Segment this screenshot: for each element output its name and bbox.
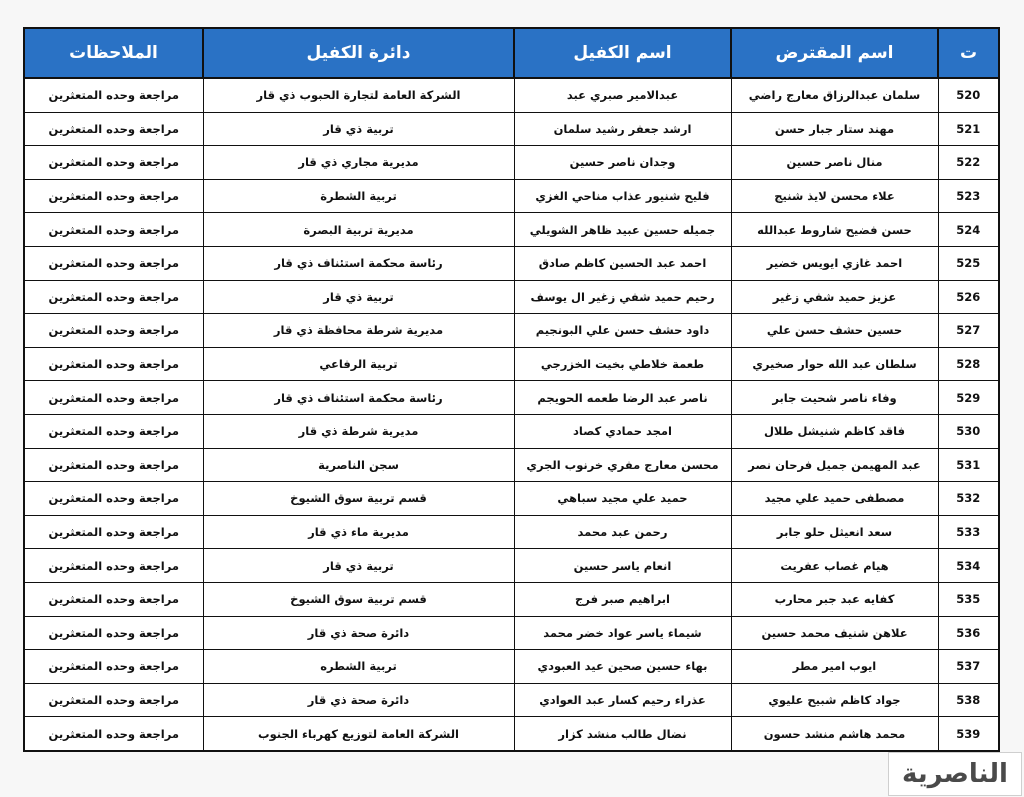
cell-borrower: حسين حشف حسن علي xyxy=(731,314,938,348)
table-row xyxy=(24,683,999,717)
cell-dept: تربية الرفاعي xyxy=(203,347,514,381)
table-row xyxy=(24,78,999,112)
cell-guarantor: نضال طالب منشد كزار xyxy=(514,717,731,751)
cell-num: 531 xyxy=(938,448,999,482)
cell-dept: قسم تربية سوق الشيوخ xyxy=(203,582,514,616)
cell-borrower: عزيز حميد شفي زغير xyxy=(731,280,938,314)
table-row xyxy=(24,414,999,448)
cell-notes: مراجعة وحده المتعثرين xyxy=(24,582,203,616)
cell-dept: تربية ذي قار xyxy=(203,280,514,314)
table-row xyxy=(24,482,999,516)
cell-borrower: سعد انعيثل حلو جابر xyxy=(731,515,938,549)
cell-num: 522 xyxy=(938,146,999,180)
cell-dept: مديرية شرطة محافظة ذي قار xyxy=(203,314,514,348)
header-num: ت xyxy=(938,28,999,78)
cell-borrower: هيام غصاب عفريت xyxy=(731,549,938,583)
cell-notes: مراجعة وحده المتعثرين xyxy=(24,414,203,448)
table-row xyxy=(24,213,999,247)
cell-dept: مديرية تربية البصرة xyxy=(203,213,514,247)
table-row xyxy=(24,448,999,482)
cell-borrower: علاهن شنيف محمد حسين xyxy=(731,616,938,650)
cell-dept: الشركة العامة لتجارة الحبوب ذي قار xyxy=(203,78,514,112)
cell-notes: مراجعة وحده المتعثرين xyxy=(24,381,203,415)
cell-borrower: سلمان عبدالرزاق معارج راضي xyxy=(731,78,938,112)
cell-notes: مراجعة وحده المتعثرين xyxy=(24,213,203,247)
cell-dept: مديرية شرطة ذي قار xyxy=(203,414,514,448)
table-row xyxy=(24,549,999,583)
cell-borrower: سلطان عبد الله حوار صخيري xyxy=(731,347,938,381)
cell-borrower: محمد هاشم منشد حسون xyxy=(731,717,938,751)
cell-borrower: علاء محسن لايذ شنيج xyxy=(731,179,938,213)
table-row xyxy=(24,650,999,684)
cell-num: 530 xyxy=(938,414,999,448)
cell-dept: سجن الناصرية xyxy=(203,448,514,482)
table-row xyxy=(24,515,999,549)
cell-dept: مديرية ماء ذي قار xyxy=(203,515,514,549)
table-header-row xyxy=(24,28,999,78)
cell-borrower: كفايه عبد جبر محارب xyxy=(731,582,938,616)
cell-num: 526 xyxy=(938,280,999,314)
cell-dept: مديرية مجاري ذي قار xyxy=(203,146,514,180)
cell-notes: مراجعة وحده المتعثرين xyxy=(24,683,203,717)
cell-notes: مراجعة وحده المتعثرين xyxy=(24,717,203,751)
table-row xyxy=(24,280,999,314)
borrowers-table xyxy=(23,27,1000,752)
watermark-text: الناصرية xyxy=(902,759,1008,789)
cell-notes: مراجعة وحده المتعثرين xyxy=(24,146,203,180)
cell-dept: رئاسة محكمة استئناف ذي قار xyxy=(203,246,514,280)
cell-notes: مراجعة وحده المتعثرين xyxy=(24,515,203,549)
cell-borrower: حسن فضيح شاروط عبدالله xyxy=(731,213,938,247)
cell-dept: تربية الشطره xyxy=(203,650,514,684)
table-row xyxy=(24,381,999,415)
table-row xyxy=(24,146,999,180)
table-body xyxy=(24,78,999,751)
cell-num: 521 xyxy=(938,112,999,146)
cell-guarantor: ابراهيم صبر فرج xyxy=(514,582,731,616)
watermark-logo xyxy=(888,752,1022,796)
cell-num: 535 xyxy=(938,582,999,616)
cell-notes: مراجعة وحده المتعثرين xyxy=(24,448,203,482)
cell-notes: مراجعة وحده المتعثرين xyxy=(24,650,203,684)
cell-guarantor: رحيم حميد شفي زغير ال يوسف xyxy=(514,280,731,314)
table-row xyxy=(24,347,999,381)
cell-guarantor: عبدالامير صبري عبد xyxy=(514,78,731,112)
table-row xyxy=(24,717,999,751)
cell-num: 525 xyxy=(938,246,999,280)
header-borrower: اسم المقترض xyxy=(731,28,938,78)
cell-borrower: وفاء ناصر شحيت جابر xyxy=(731,381,938,415)
cell-guarantor: ناصر عبد الرضا طعمه الحويجم xyxy=(514,381,731,415)
table-row xyxy=(24,179,999,213)
cell-notes: مراجعة وحده المتعثرين xyxy=(24,482,203,516)
table-row xyxy=(24,112,999,146)
cell-guarantor: وجدان ناصر حسين xyxy=(514,146,731,180)
cell-num: 520 xyxy=(938,78,999,112)
cell-borrower: منال ناصر حسين xyxy=(731,146,938,180)
cell-borrower: فاقد كاظم شنيشل طلال xyxy=(731,414,938,448)
table-row xyxy=(24,314,999,348)
cell-notes: مراجعة وحده المتعثرين xyxy=(24,112,203,146)
cell-num: 527 xyxy=(938,314,999,348)
cell-num: 534 xyxy=(938,549,999,583)
cell-dept: الشركة العامة لتوزيع كهرباء الجنوب xyxy=(203,717,514,751)
header-guarantor: اسم الكفيل xyxy=(514,28,731,78)
cell-dept: رئاسة محكمة استئناف ذي قار xyxy=(203,381,514,415)
table-row xyxy=(24,616,999,650)
cell-guarantor: عذراء رحيم كسار عبد العوادي xyxy=(514,683,731,717)
cell-notes: مراجعة وحده المتعثرين xyxy=(24,280,203,314)
cell-guarantor: احمد عبد الحسين كاظم صادق xyxy=(514,246,731,280)
cell-notes: مراجعة وحده المتعثرين xyxy=(24,179,203,213)
cell-guarantor: محسن معارج مفري خرنوب الجري xyxy=(514,448,731,482)
cell-num: 539 xyxy=(938,717,999,751)
cell-num: 536 xyxy=(938,616,999,650)
cell-guarantor: بهاء حسين صحين عيد العبودي xyxy=(514,650,731,684)
cell-guarantor: شيماء ياسر عواد خضر محمد xyxy=(514,616,731,650)
cell-guarantor: داود حشف حسن علي البونجيم xyxy=(514,314,731,348)
cell-guarantor: حميد علي مجيد سباهي xyxy=(514,482,731,516)
table-row xyxy=(24,246,999,280)
table-row xyxy=(24,582,999,616)
cell-notes: مراجعة وحده المتعثرين xyxy=(24,246,203,280)
cell-guarantor: امجد حمادي كصاد xyxy=(514,414,731,448)
cell-borrower: مهند ستار جبار حسن xyxy=(731,112,938,146)
cell-guarantor: طعمة خلاطي بخيت الخزرجي xyxy=(514,347,731,381)
cell-num: 529 xyxy=(938,381,999,415)
cell-borrower: احمد غازي ايويس خضير xyxy=(731,246,938,280)
cell-dept: قسم تربية سوق الشيوخ xyxy=(203,482,514,516)
cell-dept: دائرة صحة ذي قار xyxy=(203,616,514,650)
cell-dept: تربية ذي قار xyxy=(203,549,514,583)
header-dept: دائرة الكفيل xyxy=(203,28,514,78)
cell-guarantor: جميله حسين عبيد ظاهر الشويلي xyxy=(514,213,731,247)
cell-num: 537 xyxy=(938,650,999,684)
cell-borrower: مصطفى حميد علي مجيد xyxy=(731,482,938,516)
cell-dept: دائرة صحة ذي قار xyxy=(203,683,514,717)
cell-guarantor: رحمن عبد محمد xyxy=(514,515,731,549)
cell-num: 532 xyxy=(938,482,999,516)
cell-dept: تربية ذي قار xyxy=(203,112,514,146)
cell-num: 533 xyxy=(938,515,999,549)
cell-guarantor: ارشد جعفر رشيد سلمان xyxy=(514,112,731,146)
cell-guarantor: فليح شنيور عذاب مناحي الغزي xyxy=(514,179,731,213)
cell-num: 524 xyxy=(938,213,999,247)
cell-notes: مراجعة وحده المتعثرين xyxy=(24,78,203,112)
cell-notes: مراجعة وحده المتعثرين xyxy=(24,616,203,650)
cell-notes: مراجعة وحده المتعثرين xyxy=(24,549,203,583)
cell-borrower: ايوب امير مطر xyxy=(731,650,938,684)
cell-notes: مراجعة وحده المتعثرين xyxy=(24,314,203,348)
cell-num: 523 xyxy=(938,179,999,213)
cell-num: 538 xyxy=(938,683,999,717)
cell-notes: مراجعة وحده المتعثرين xyxy=(24,347,203,381)
cell-num: 528 xyxy=(938,347,999,381)
cell-borrower: عبد المهيمن جميل فرحان نصر xyxy=(731,448,938,482)
cell-borrower: جواد كاظم شبيح عليوي xyxy=(731,683,938,717)
cell-guarantor: انعام ياسر حسين xyxy=(514,549,731,583)
header-notes: الملاحظات xyxy=(24,28,203,78)
cell-dept: تربية الشطرة xyxy=(203,179,514,213)
